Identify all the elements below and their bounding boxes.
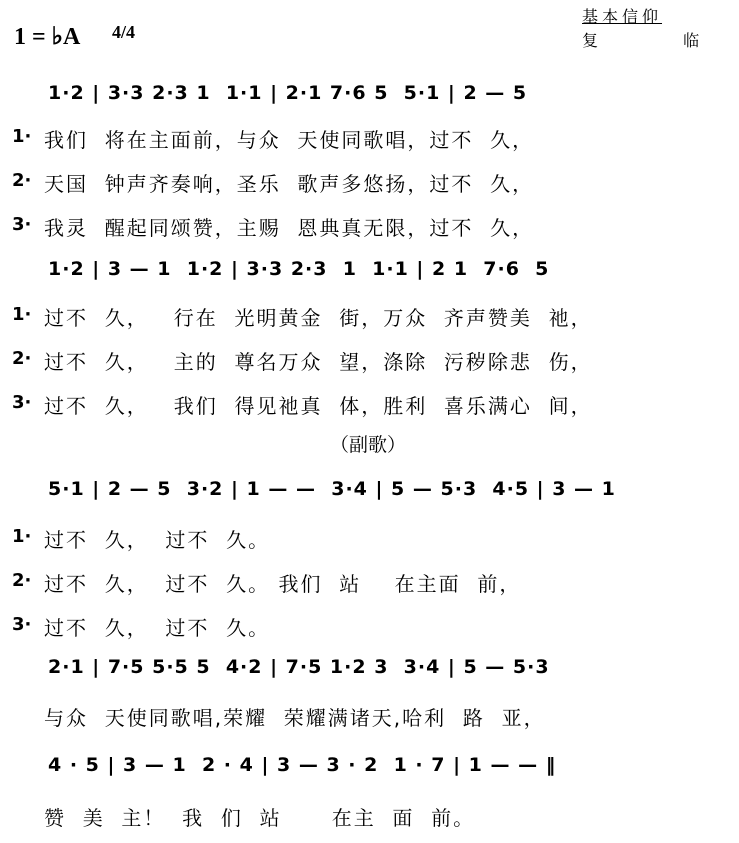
lyric-line: 过不 久， 过不 久。 — [44, 616, 271, 640]
lyric-line: 赞 美 主！ 我 们 站 在主 面 前。 — [44, 806, 476, 830]
lyric-line: 过不 久， 行在 光明黄金 街，万众 齐声赞美 祂， — [44, 306, 593, 330]
time-signature: 4/4 — [112, 22, 136, 42]
lyric-line: 过不 久， 过不 久。 — [44, 528, 271, 552]
chorus-label: （副歌） — [330, 434, 407, 456]
verse-number: 3· — [12, 214, 32, 235]
notation-line-3: 5·1 | 2 — 5 3·2 | 1 — — 3·4 | 5 — 5·3 4·5 | 3 — 1 — [48, 478, 616, 500]
lyric-line: 过不 久， 主的 尊名万众 望，涤除 污秽除悲 伤， — [44, 350, 593, 374]
source-label: 基本信仰 — [582, 7, 663, 26]
verse-number: 3· — [12, 392, 32, 413]
verse-number: 1· — [12, 526, 32, 547]
verse-number: 2· — [12, 570, 32, 591]
verse-number: 3· — [12, 614, 32, 635]
lyric-line: 我灵 醒起同颂赞，主赐 恩典真无限，过不 久， — [44, 216, 535, 240]
lyric-line: 过不 久， 过不 久。 我们 站 在主面 前， — [44, 572, 522, 596]
lyric-line: 我们 将在主面前，与众 天使同歌唱，过不 久， — [44, 128, 535, 152]
notation-line-5: 4 · 5 | 3 — 1 2 · 4 | 3 — 3 · 2 1 · 7 | 1 — — ‖ — [48, 754, 557, 776]
key-signature: 1 = ♭A — [14, 24, 81, 50]
verse-number: 2· — [12, 170, 32, 191]
verse-number: 1· — [12, 126, 32, 147]
notation-line-2: 1·2 | 3 — 1 1·2 | 3·3 2·3 1 1·1 | 2 1 7·6 5 — [48, 258, 550, 280]
notation-line-1: 1·2 | 3·3 2·3 1 1·1 | 2·1 7·6 5 5·1 | 2 — 5 — [48, 82, 528, 104]
lyric-line: 天国 钟声齐奏响，圣乐 歌声多悠扬，过不 久， — [44, 172, 535, 196]
copier-label: 复 临 — [582, 31, 739, 50]
lyric-line: 过不 久， 我们 得见祂真 体，胜利 喜乐满心 间， — [44, 394, 593, 418]
verse-number: 2· — [12, 348, 32, 369]
verse-number: 1· — [12, 304, 32, 325]
notation-line-4: 2·1 | 7·5 5·5 5 4·2 | 7·5 1·2 3 3·4 | 5 — 5·3 — [48, 656, 550, 678]
lyric-line: 与众 天使同歌唱,荣耀 荣耀满诸天,哈利 路 亚， — [44, 706, 546, 730]
